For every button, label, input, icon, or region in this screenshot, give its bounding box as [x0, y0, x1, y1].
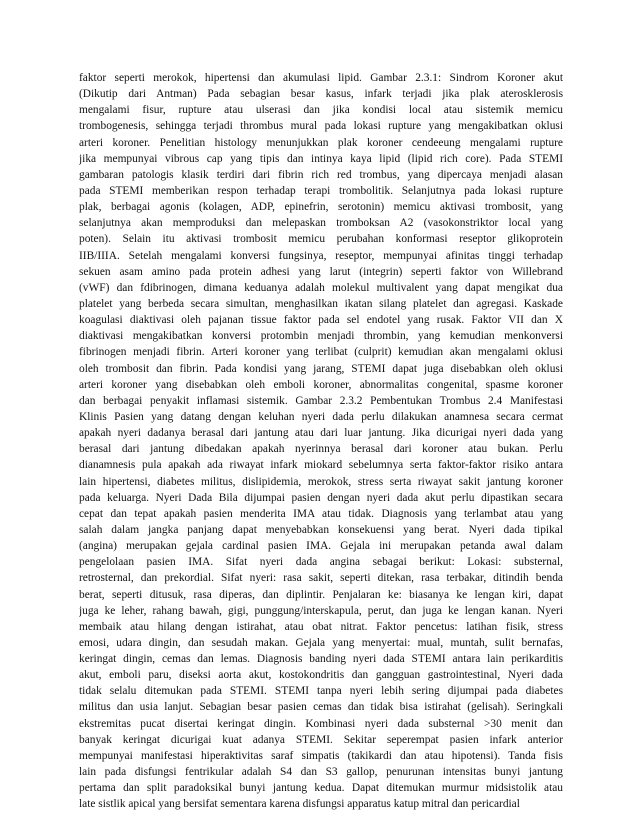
- text-line: tidak selalu ditemukan pada STEMI. STEMI tanpa nyeri lebih sering dijumpai pada diabetes: [79, 685, 563, 698]
- text-line: emosi, udara dingin, dan sesudah makan. Gejala yang menyertai: mual, muntah, sulit bernafas,: [79, 636, 563, 649]
- text-line: lain hipertensi, diabetes militus, dislipidemia, merokok, stress serta riwayat sakit jantung koroner: [79, 475, 563, 488]
- text-line: apakah nyeri dadanya berasal dari jantung atau dari luar jantung. Jika dicurigai nyeri dada yang: [79, 427, 563, 440]
- text-line: cepat dan tepat apakah pasien menderita IMA atau tidak. Diagnosis yang terlambat atau yang: [79, 507, 563, 520]
- text-line: faktor seperti merokok, hipertensi dan akumulasi lipid. Gambar 2.3.1: Sindrom Koroner akut: [79, 72, 563, 84]
- text-line: mengalami fisur, rupture atau ulserasi dan jika kondisi local atau sistemik memicu: [79, 104, 563, 117]
- text-line: oleh trombosit dan fibrin. Pada kondisi yang jarang, STEMI dapat juga disebabkan oleh oklusi: [79, 362, 563, 375]
- text-line: Klinis Pasien yang datang dengan keluhan nyeri dada perlu dilakukan anamnesa secara cermat: [79, 410, 563, 423]
- text-line: (Dikutip dari Antman) Pada sebagian besar kasus, infark terjadi jika plak aterosklerosis: [79, 88, 563, 101]
- text-line: keringat dingin, cemas dan lemas. Diagnosis banding nyeri dada STEMI antara lain perikarditis: [79, 653, 563, 666]
- text-line: berat, seperti ditusuk, rasa diperas, dan diplintir. Penjalaran ke: biasanya ke lengan kiri, dapat: [79, 588, 563, 601]
- text-line: dianamnesis pula apakah ada riwayat infark miokard sebelumnya serta faktor-faktor risiko antara: [79, 459, 563, 472]
- text-line: berasal dari jantung dibedakan apakah nyerinnya berasal dari koroner atau bukan. Perlu: [79, 443, 563, 456]
- text-line: ekstremitas pucat disertai keringat dingin. Kombinasi nyeri dada substernal >30 menit dan: [79, 717, 563, 730]
- text-line: pertama dan split paradoksikal bunyi jantung kedua. Dapat ditemukan murmur midsistolik atau: [79, 782, 563, 795]
- text-line: fibrinogen menjadi fibrin. Arteri koroner yang terlibat (culprit) kemudian akan mengalami oklusi: [79, 346, 563, 359]
- text-line: plak, berbagai agonis (kolagen, ADP, epinefrin, serotonin) memicu aktivasi trombosit, yang: [79, 201, 563, 214]
- text-line: membaik atau hilang dengan istirahat, atau obat nitrat. Faktor pencetus: latihan fisik, stress: [79, 620, 563, 633]
- text-line: retrosternal, dan prekordial. Sifat nyeri: rasa sakit, seperti ditekan, rasa terbakar, ditindih benda: [79, 572, 563, 585]
- text-line: (angina) merupakan gejala cardinal pasien IMA. Gejala ini merupakan petanda awal dalam: [79, 540, 563, 553]
- text-line: lain pada disfungsi fentrikular adalah S4 dan S3 gallop, penurunan intensitas bunyi jantung: [79, 766, 563, 779]
- text-line: trombogenesis, sehingga terjadi thrombus mural pada lokasi rupture yang mengakibatkan oklusi: [79, 120, 563, 133]
- text-line: platelet yang berbeda secara simultan, menghasilkan ikatan silang platelet dan agregasi. Kaskade: [79, 297, 563, 310]
- text-line: poten). Selain itu aktivasi trombosit memicu perubahan konformasi reseptor glikoprotein: [79, 233, 563, 246]
- text-line: banyak keringat dicurigai kuat adanya STEMI. Sekitar seperempat pasien infark anterior: [79, 733, 563, 746]
- text-line: jika mempunyai vibrous cap yang tipis dan intinya kaya lipid (lipid rich core). Pada STEMI: [79, 152, 563, 165]
- text-line: (vWF) dan fdibrinogen, dimana keduanya adalah molekul multivalent yang dapat mengikat dua: [79, 281, 563, 294]
- text-line: pada STEMI memberikan respon terhadap terapi trombolitik. Selanjutnya pada lokasi rupture: [79, 184, 563, 197]
- text-line: arteri koroner yang disebabkan oleh emboli koroner, abnormalitas congenital, spasme koroner: [79, 378, 563, 391]
- text-line: IIB/IIIA. Setelah mengalami konversi fungsinya, reseptor, mempunyai afinitas tinggi terhadap: [79, 249, 563, 262]
- text-line: gambaran patologis klasik terdiri dari fibrin rich red trombus, yang dipercaya menjadi alasan: [79, 168, 563, 181]
- text-line: dan berbagai penyakit inflamasi sistemik. Gambar 2.3.2 Pembentukan Trombus 2.4 Manifestasi: [79, 394, 563, 407]
- text-line: sekuen asam amino pada protein adhesi yang larut (integrin) seperti faktor von Willebrand: [79, 265, 563, 278]
- document-body: [79, 70, 563, 812]
- text-line: selanjutnya akan memproduksi dan melepaskan tromboksan A2 (vasokonstriktor local yang: [79, 217, 563, 230]
- text-line: arteri koroner. Penelitian histology menunjukkan plak koroner cendeeung mengalami rupture: [79, 136, 563, 149]
- text-line: militus dan usia lanjut. Sebagian besar pasien cemas dan tidak bisa istirahat (gelisah). Seringkali: [79, 701, 563, 714]
- text-line: pengelolaan pasien IMA. Sifat nyeri dada angina sebagai berikut: Lokasi: substernal,: [79, 556, 563, 569]
- text-line: juga ke leher, rahang bawah, gigi, punggung/interskapula, perut, dan juga ke lengan kanan. Nyeri: [79, 604, 563, 617]
- text-line: pada keluarga. Nyeri Dada Bila dijumpai pasien dengan nyeri dada akut perlu dipastikan secara: [79, 491, 563, 504]
- text-line: mempunyai manifestasi hiperaktivitas saraf simpatis (takikardi dan atau hipotensi). Tanda fisis: [79, 749, 563, 762]
- text-line: late sistlik apical yang bersifat sementara karena disfungsi apparatus katup mitral dan pericardial: [79, 798, 520, 811]
- text-line: salah dalam jangka panjang dapat menyebabkan konsekuensi yang berat. Nyeri dada tipikal: [79, 523, 563, 536]
- text-line: koagulasi diaktivasi oleh pajanan tissue faktor pada sel endotel yang rusak. Faktor VII dan X: [79, 314, 563, 327]
- text-line: akut, emboli paru, diseksi aorta akut, kostokondritis dan gangguan gastrointestinal, Nyeri dada: [79, 669, 563, 682]
- text-line: diaktivasi mengakibatkan konversi protombin menjadi thrombin, yang kemudian menkonversi: [79, 330, 563, 343]
